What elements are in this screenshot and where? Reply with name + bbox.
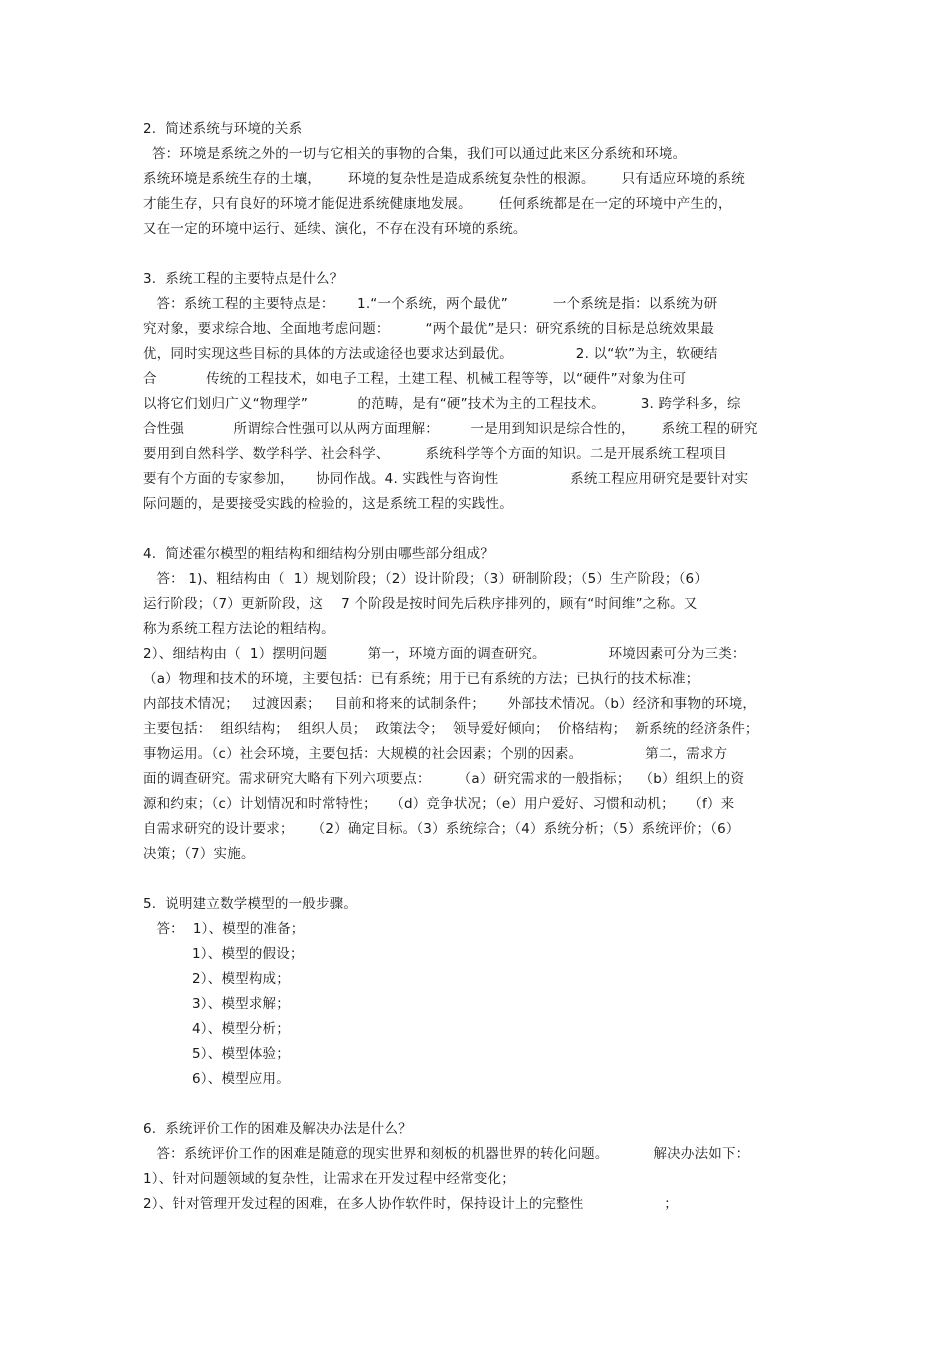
answer-4-line-11: 自需求研究的设计要求； （2）确定目标。（3）系统综合；（4）系统分析；（5）系统评价；（6）: [143, 821, 740, 837]
answer-3-line-5: 以将它们划归广义“物理学” 的范畴，是有“硬”技术为主的工程技术。 3. 跨学科多，综: [143, 396, 741, 412]
answer-3-line-1: 答：系统工程的主要特点是： 1.“一个系统，两个最优” 一个系统是指：以系统为研: [143, 296, 718, 312]
answer-4-line-8: 事物运用。（c）社会环境，主要包括：大规模的社会因素；个别的因素。 第二，需求方: [143, 746, 728, 762]
answer-3-line-4: 合 传统的工程技术，如电子工程，土建工程、机械工程等等，以“硬件”对象为住可: [143, 371, 687, 387]
answer-2-line-1: 答：环境是系统之外的一切与它相关的事物的合集，我们可以通过此来区分系统和环境。: [143, 146, 687, 162]
answer-4-line-1: 答： 1)、粗结构由（ 1）规划阶段；（2）设计阶段；（3）研制阶段；（5）生产阶段；（6）: [143, 571, 709, 587]
answer-4-line-5: （a）物理和技术的环境，主要包括：已有系统；用于已有系统的方法；已执行的技术标准；: [143, 671, 700, 687]
answer-3-line-7: 要用到自然科学、数学科学、社会科学、 系统科学等个方面的知识。二是开展系统工程项目: [143, 446, 727, 462]
question-5-title: 5. 说明建立数学模型的一般步骤。: [143, 896, 358, 912]
answer-5-step-4: 3）、模型求解；: [192, 996, 290, 1012]
answer-4-line-7: 主要包括： 组织结构； 组织人员； 政策法令； 领导爱好倾向； 价格结构； 新系统的经济条件；: [143, 721, 759, 737]
question-6-title: 6. 系统评价工作的困难及解决办法是什么？: [143, 1121, 412, 1137]
answer-4-line-2: 运行阶段；（7）更新阶段，这 7 个阶段是按时间先后秩序排列的，顾有“时间维”之称。又: [143, 596, 698, 612]
answer-4-line-10: 源和约束；（c）计划情况和时常特性； （d）竞争状况；（e）用户爱好、习惯和动机； （f）来: [143, 796, 735, 812]
answer-4-line-3: 称为系统工程方法论的粗结构。: [143, 621, 335, 637]
answer-6-line-3: 2）、针对管理开发过程的困难，在多人协作软件时，保持设计上的完整性 ；: [143, 1196, 678, 1212]
answer-3-line-3: 优，同时实现这些目标的具体的方法或途径也要求达到最优。 2. 以“软”为主，软硬结: [143, 346, 718, 362]
answer-5-step-7: 6）、模型应用。: [192, 1071, 290, 1087]
answer-5-step-5: 4）、模型分析；: [192, 1021, 290, 1037]
answer-5-step-6: 5）、模型体验；: [192, 1046, 290, 1062]
question-3-title: 3. 系统工程的主要特点是什么？: [143, 271, 344, 287]
answer-6-line-1: 答：系统评价工作的困难是随意的现实世界和刻板的机器世界的转化问题。 解决办法如下：: [143, 1146, 750, 1162]
answer-3-line-2: 究对象，要求综合地、全面地考虑问题： “两个最优”是只：研究系统的目标是总统效果最: [143, 321, 714, 337]
question-4-title: 4. 简述霍尔模型的粗结构和细结构分别由哪些部分组成？: [143, 546, 495, 562]
answer-3-line-9: 际问题的，是要接受实践的检验的，这是系统工程的实践性。: [143, 496, 513, 512]
answer-5-step-3: 2）、模型构成；: [192, 971, 290, 987]
answer-2-line-3: 才能生存，只有良好的环境才能促进系统健康地发展。 任何系统都是在一定的环境中产生的，: [143, 196, 732, 212]
answer-4-line-9: 面的调查研究。需求研究大略有下列六项要点： （a）研究需求的一般指标； （b）组织上的资: [143, 771, 745, 787]
answer-4-line-12: 决策；（7）实施。: [143, 846, 255, 862]
question-2-title: 2. 简述系统与环境的关系: [143, 121, 303, 137]
answer-3-line-8: 要有个方面的专家参加， 协同作战。4. 实践性与咨询性 系统工程应用研究是要针对实: [143, 471, 749, 487]
answer-3-line-6: 合性强 所谓综合性强可以从两方面理解： 一是用到知识是综合性的， 系统工程的研究: [143, 421, 758, 437]
answer-4-line-4: 2）、细结构由（ 1）摆明问题 第一，环境方面的调查研究。 环境因素可分为三类：: [143, 646, 746, 662]
answer-5-step-1: 答： 1）、模型的准备；: [143, 921, 305, 937]
answer-2-line-2: 系统环境是系统生存的土壤， 环境的复杂性是造成系统复杂性的根源。 只有适应环境的系统: [143, 171, 745, 187]
answer-5-step-2: 1）、模型的假设；: [192, 946, 304, 962]
answer-6-line-2: 1）、针对问题领域的复杂性，让需求在开发过程中经常变化；: [143, 1171, 515, 1187]
answer-4-line-6: 内部技术情况； 过渡因素； 目前和将来的试制条件； 外部技术情况。（b）经济和事物的环境，: [143, 696, 757, 712]
answer-2-line-4: 又在一定的环境中运行、延续、演化，不存在没有环境的系统。: [143, 221, 527, 237]
